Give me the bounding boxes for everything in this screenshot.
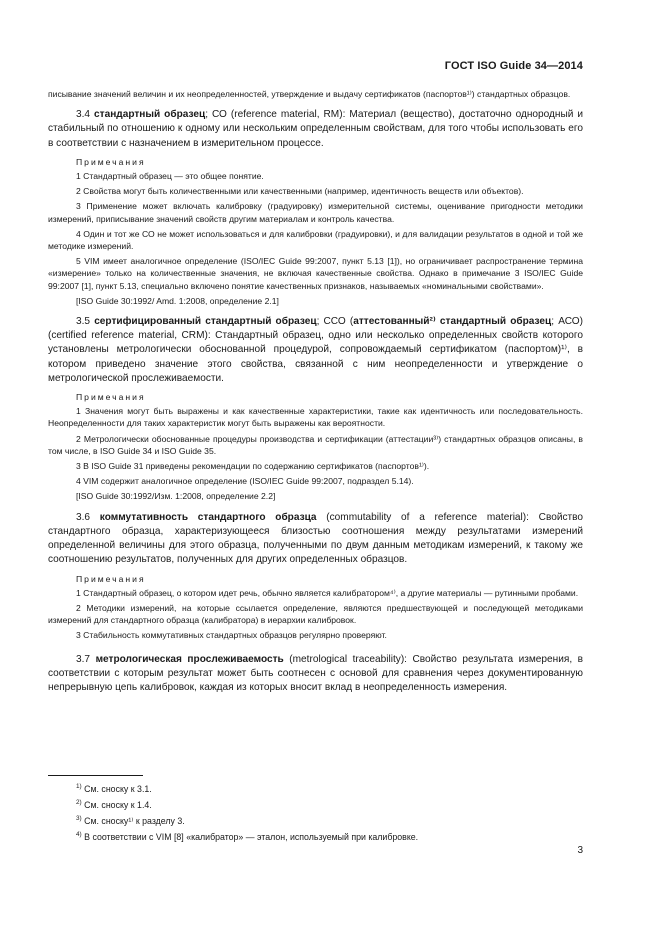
term-3-4: 3.4 стандартный образец; СО (reference material, RM): Материал (вещество), достаточно однородный и стабильный по отношению к одному или нескольким определенным свойствам, для того чтобы использовать его в соответствии с назначением в измерительном процессе.: [48, 109, 584, 149]
term-3-5-name: сертифицированный стандартный образец: [94, 316, 317, 328]
note: 2 Методики измерений, на которые ссылается определение, являются предшествующей и последующей методиками измерений для стандартного образца (калибратора) в иерархии калибровок.: [48, 602, 583, 626]
note: 3 Применение может включать калибровку (градуировку) измерительной системы, оценивание пригодности методики измерений, приписывание значений свойств другим материалам и контроль качества.: [48, 201, 583, 224]
note: 4 Один и тот же СО не может использоваться и для калибровки (градуировки), и для валидации результатов в одной и той же методике измерений.: [48, 228, 583, 252]
note: 1 Стандартный образец, о котором идет речь, обычно является калибратором⁴⁾, а другие материалы — рутинными пробами.: [76, 587, 579, 598]
term-3-5: 3.5 сертифицированный стандартный образец; ССО (аттестованный²⁾ стандартный образец; АСО) (certified reference material, CRM): Стандартный образец, одно или несколько определенных свойств которого установлены метрологически обоснованной процедурой, сопровождаемый сертификатом (паспортом)¹⁾, в котором приведено значение этого свойства, связанной с ним неопределенности и утверждение о метрологической прослеживаемости.: [48, 316, 583, 384]
note: 2 Свойства могут быть количественными или качественными (например, идентичность веществ или объектов).: [76, 186, 524, 197]
term-3-7-name: метрологическая прослеживаемость: [95, 653, 284, 665]
note: 1 Стандартный образец — это общее понятие.: [76, 171, 264, 182]
note: 2 Метрологически обоснованные процедуры производства и сертификации (аттестации³⁾) стандартных образцов описаны, в том числе, в ISO Guide 34 и ISO Guide 35.: [48, 433, 583, 456]
footnote: $^{3)}$ См. сноску¹⁾ к разделу 3.: [76, 815, 185, 826]
term-3-4-name: стандартный образец: [94, 109, 206, 121]
note: 3 Стабильность коммутативных стандартных образцов регулярно проверяют.: [76, 630, 387, 641]
notes-heading: Примечания: [76, 156, 146, 167]
page-number: 3: [577, 845, 583, 856]
term-3-6-name: коммутативность стандартного образца: [99, 511, 317, 523]
source-reference: [ISO Guide 30:1992/Изм. 1:2008, определение 2.2]: [76, 491, 276, 502]
document-header: ГОСТ ISO Guide 34—2014: [444, 60, 583, 72]
footnote: $^{2)}$ См. сноску к 1.4.: [76, 799, 152, 810]
term-3-6: 3.6 коммутативность стандартного образца (commutability of a reference material): Свойство стандартного образца, характеризующееся близостью соотношения между результатами измерений определенной величины для этого образца, полученными по двум данным методикам измерений, к такому же соотношению результатов, полученных для других определенных образцов.: [48, 511, 583, 566]
note: 4 VIM содержит аналогичное определение (ISO/IEC Guide 99:2007, подраздел 5.14).: [76, 476, 414, 487]
document-body: [48, 88, 583, 695]
note: 3 В ISO Guide 31 приведены рекомендации по содержанию сертификатов (паспортов¹⁾).: [76, 461, 430, 472]
footnote: $^{4)}$ В соответствии с VIM [8] «калибратор» — эталон, используемый при калибровке.: [76, 831, 419, 842]
source-reference: [ISO Guide 30:1992/ Amd. 1:2008, определение 2.1]: [76, 295, 279, 306]
note: 5 VIM имеет аналогичное определение (ISO/IEC Guide 99:2007, пункт 5.13 [1]), но ограничивает распространение термина «измерение» только на количественные значения, не включая качественные свойства. Однако в примечание 3 ISO/IEC Guide 99:2007 [1], пункт 5.13, специально включено понятие качественных признаков, называемых «номинальными свойствами».: [48, 256, 583, 291]
notes-heading: Примечания: [76, 573, 146, 584]
notes-heading: Примечания: [76, 392, 146, 403]
term-3-7: 3.7 метрологическая прослеживаемость (metrological traceability): Свойство результата измерения, в соответствии с которым результат может быть соотнесен с основой для сравнения через документированную непрерывную цепь калибровок, каждая из которых вносит вклад в неопределенность измерения.: [48, 653, 584, 693]
footnote: $^{1)}$ См. сноску к 3.1.: [76, 783, 152, 794]
footnote-separator: [48, 775, 143, 776]
intro-paragraph: писывание значений величин и их неопределенностей, утверждение и выдачу сертификатов (паспортов¹⁾) стандартных образцов.: [48, 89, 571, 99]
note: 1 Значения могут быть выражены и как качественные характеристики, такие как идентичность или последовательность. Неопределенности для таких характеристик могут быть выражены как вероятности.: [48, 406, 583, 429]
